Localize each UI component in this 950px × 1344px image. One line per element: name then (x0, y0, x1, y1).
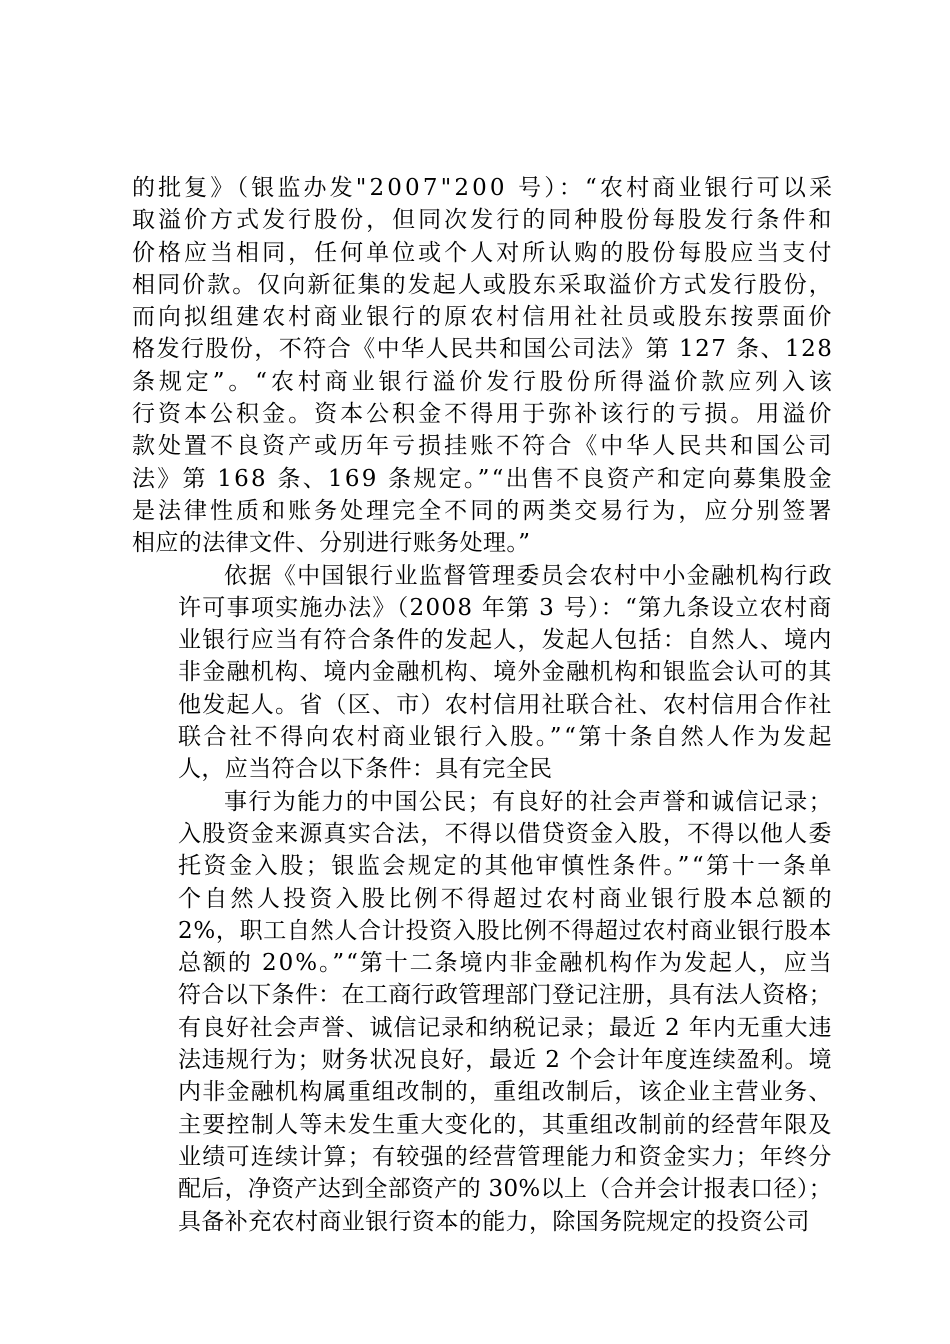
text-line: 总额的 20%。”“第十二条境内非金融机构作为发起人，应当 (178, 950, 834, 977)
text-line: 主要控制人等未发生重大变化的，其重组改制前的经营年限及 (178, 1111, 833, 1138)
text-line: 具备补充农村商业银行资本的能力，除国务院规定的投资公司 (178, 1208, 810, 1235)
text-line: 2%，职工自然人合计投资入股比例不得超过农村商业银行股本 (178, 917, 832, 944)
text-line: 格发行股份，不符合《中华人民共和国公司法》第 127 条、128 (132, 336, 834, 363)
text-line: 业银行应当有符合条件的发起人，发起人包括：自然人、境内 (178, 627, 833, 654)
text-line: 行资本公积金。资本公积金不得用于弥补该行的亏损。用溢价 (132, 401, 835, 428)
text-line: 配后，净资产达到全部资产的 30%以上（合并会计报表口径）； (178, 1176, 832, 1203)
text-line: 联合社不得向农村商业银行入股。”“第十条自然人作为发起 (178, 724, 834, 751)
text-line: 有良好社会声誉、诚信记录和纳税记录；最近 2 年内无重大违 (178, 1014, 833, 1041)
text-line: 取溢价方式发行股份，但同次发行的同种股份每股发行条件和 (132, 207, 835, 234)
text-line: 款处置不良资产或历年亏损挂账不符合《中华人民共和国公司 (132, 433, 835, 460)
paragraph (132, 172, 836, 560)
text-line: 个自然人投资入股比例不得超过农村商业银行股本总额的 (178, 885, 835, 912)
text-line: 托资金入股；银监会规定的其他审慎性条件。”“第十一条单 (178, 853, 834, 880)
text-line: 法》第 168 条、169 条规定。”“出售不良资产和定向募集股金 (132, 465, 834, 492)
text-line: 非金融机构、境内金融机构、境外金融机构和银监会认可的其 (178, 659, 833, 686)
text-line: 内非金融机构属重组改制的，重组改制后，该企业主营业务、 (178, 1079, 833, 1106)
paragraph (132, 786, 835, 1238)
text-line: 是法律性质和账务处理完全不同的两类交易行为，应分别签署 (132, 497, 835, 524)
text-line: 的批复》（银监办发"2007"200 号）：“农村商业银行可以采 (132, 175, 836, 201)
text-line: 条规定”。“农村商业银行溢价发行股份所得溢价款应列入该 (132, 368, 836, 395)
text-line: 法违规行为；财务状况良好，最近 2 个会计年度连续盈利。境 (178, 1047, 833, 1074)
text-line: 许可事项实施办法》（2008 年第 3 号）：“第九条设立农村商 (178, 594, 833, 621)
text-line: 依据《中国银行业监督管理委员会农村中小金融机构行政 (224, 562, 833, 589)
text-line: 价格应当相同，任何单位或个人对所认购的股份每股应当支付 (132, 239, 835, 266)
text-line: 业绩可连续计算；有较强的经营管理能力和资金实力；年终分 (178, 1143, 833, 1170)
text-line: 人，应当符合以下条件：具有完全民 (178, 756, 553, 783)
text-line: 事行为能力的中国公民；有良好的社会声誉和诚信记录； (224, 788, 833, 815)
text-line: 而向拟组建农村商业银行的原农村信用社社员或股东按票面价 (132, 304, 835, 331)
text-line: 他发起人。省（区、市）农村信用社联合社、农村信用合作社 (178, 691, 833, 718)
document-body (132, 172, 836, 1238)
text-line: 符合以下条件：在工商行政管理部门登记注册，具有法人资格； (178, 982, 833, 1009)
text-line: 相应的法律文件、分别进行账务处理。” (132, 530, 531, 557)
paragraph (132, 560, 832, 786)
text-line: 相同价款。仅向新征集的发起人或股东采取溢价方式发行股份， (132, 271, 834, 298)
text-line: 入股资金来源真实合法，不得以借贷资金入股，不得以他人委 (178, 820, 833, 847)
